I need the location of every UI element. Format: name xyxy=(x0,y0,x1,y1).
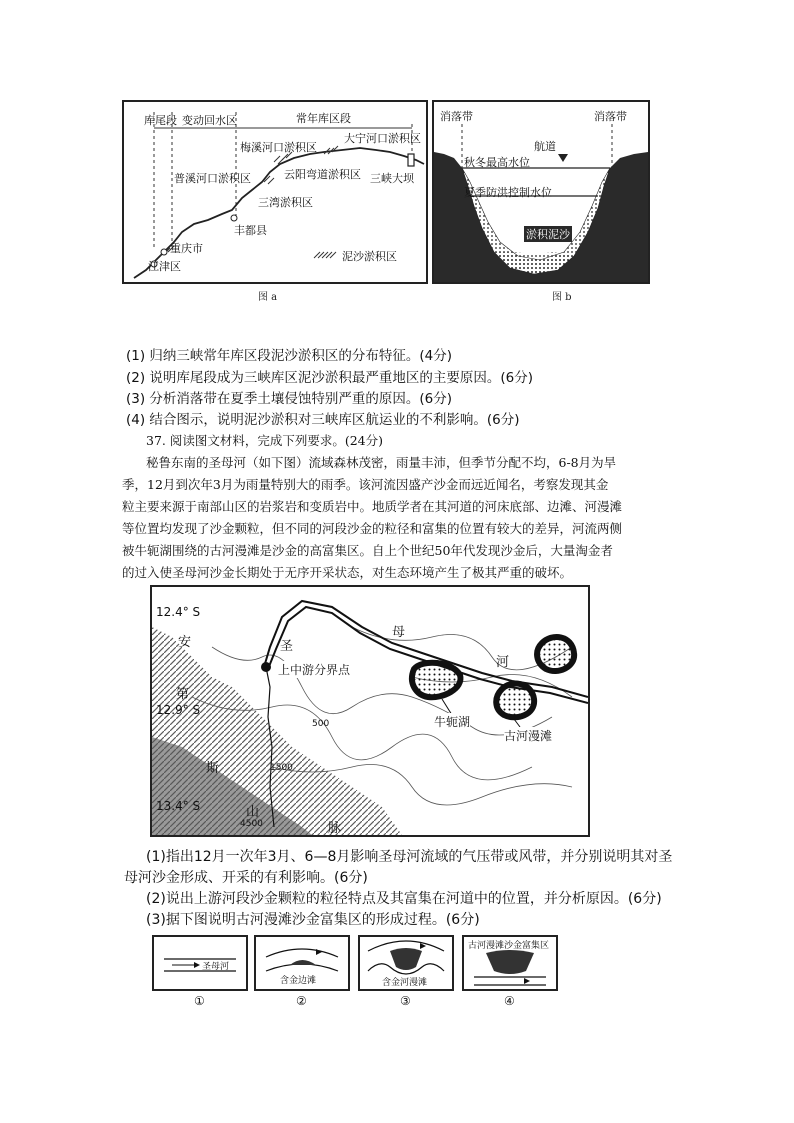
legend-sediment: 泥沙淤积区 xyxy=(342,250,397,263)
step-number-4: ④ xyxy=(504,994,515,1008)
step-label-2: 含金边滩 xyxy=(280,976,317,986)
figure-a-caption: 图 a xyxy=(258,292,278,303)
step-label-4: 古河漫滩沙金富集区 xyxy=(468,941,550,951)
map-label-mai: 脉 xyxy=(328,821,342,836)
q37-para-line-4: 等位置均发现了沙金颗粒，但不同的河段沙金的粒径和富集的位置有较大的差异，河流两侧 xyxy=(122,521,623,536)
map-label-an: 安 xyxy=(178,635,192,650)
question-36-3: (3) 分析消落带在夏季土壤侵蚀特别严重的原因。(6分) xyxy=(126,391,453,407)
map-contour-1500: 1500 xyxy=(270,763,293,773)
label-changnian: 常年库区段 xyxy=(296,112,351,125)
step-label-3: 含金河漫滩 xyxy=(382,975,427,988)
label-daning: 大宁河口淤积区 xyxy=(344,132,421,145)
map-lat-1: 12.4° S xyxy=(156,605,201,619)
label-jiangjin: 江津区 xyxy=(148,260,181,273)
map-label-sheng: 圣 xyxy=(280,639,294,654)
q37-para-line-1: 秘鲁东南的圣母河（如下图）流域森林茂密，雨量丰沛，但季节分配不均，6-8月为旱 xyxy=(146,455,617,470)
question-37-2: (2)说出上游河段沙金颗粒的粒径特点及其富集在河道中的位置，并分析原因。(6分) xyxy=(146,891,662,907)
question-37-title: 37. 阅读图文材料，完成下列要求。(24分) xyxy=(146,433,384,448)
map-lat-3: 13.4° S xyxy=(156,799,201,813)
label-biandong: 变动回水区 xyxy=(182,114,237,127)
map-contour-4500: 4500 xyxy=(240,819,263,829)
river-map-svg xyxy=(152,587,588,835)
label-xiaoluo-right: 消落带 xyxy=(594,110,627,123)
step-box-1 xyxy=(152,935,248,991)
step-box-3 xyxy=(358,935,454,991)
step-box-2 xyxy=(254,935,350,991)
map-label-shan: 山 xyxy=(246,805,260,820)
label-fengdu: 丰都县 xyxy=(234,224,267,237)
figure-b xyxy=(432,100,650,284)
label-hangdao: 航道 xyxy=(534,140,556,153)
step-label-1: 圣母河 xyxy=(202,962,230,972)
map-boundary-point: 上中游分界点 xyxy=(278,663,351,677)
river-map xyxy=(150,585,590,837)
label-puxi: 普溪河口淤积区 xyxy=(174,172,251,185)
step-box-4 xyxy=(462,935,558,991)
label-sanzhou: 三湾淤积区 xyxy=(258,196,313,209)
question-37-1a: (1)指出12月一次年3月、6—8月影响圣母河流域的气压带或风带，并分别说明其对圣 xyxy=(146,849,673,865)
map-label-guhe: 古河漫滩 xyxy=(504,729,553,743)
question-37-3: (3)据下图说明古河漫滩沙金富集区的形成过程。(6分) xyxy=(146,912,480,928)
label-yunyang: 云阳弯道淤积区 xyxy=(284,168,361,181)
question-36-4: (4) 结合图示，说明泥沙淤积对三峡库区航运业的不利影响。(6分) xyxy=(126,412,520,428)
map-label-niuehu: 牛轭湖 xyxy=(434,715,471,729)
figure-a xyxy=(122,100,428,284)
label-chongqing: 重庆市 xyxy=(170,242,203,255)
map-contour-500: 500 xyxy=(312,719,330,729)
step-number-1: ① xyxy=(194,994,205,1008)
label-xiaoluo-left: 消落带 xyxy=(440,110,473,123)
label-xiaji: 夏季防洪控制水位 xyxy=(464,186,552,199)
q37-para-line-6: 的过入使圣母河沙金长期处于无序开采状态，对生态环境产生了极其严重的破坏。 xyxy=(122,565,573,580)
map-label-mu: 母 xyxy=(392,625,406,640)
question-36-1: (1) 归纳三峡常年库区段泥沙淤积区的分布特征。(4分) xyxy=(126,348,453,364)
question-37-1b: 母河沙金形成、开采的有利影响。(6分) xyxy=(124,870,368,886)
step-number-2: ② xyxy=(296,994,307,1008)
label-qiudong: 秋冬最高水位 xyxy=(464,156,530,169)
step-number-3: ③ xyxy=(400,994,411,1008)
map-label-he: 河 xyxy=(496,655,510,670)
q37-para-line-2: 季，12月到次年3月为雨量特别大的雨季。该河流因盛产沙金而远近闻名，考察发现其金 xyxy=(122,477,609,492)
label-sanxia: 三峡大坝 xyxy=(370,172,414,185)
label-kuwei: 库尾段 xyxy=(144,114,177,127)
map-lat-2: 12.9° S xyxy=(156,703,201,717)
label-meixi: 梅溪河口淤积区 xyxy=(240,141,317,154)
map-label-di: 第 xyxy=(176,687,190,702)
q37-para-line-5: 被牛轭湖围绕的古河漫滩是沙金的高富集区。自上个世纪50年代发现沙金后，大量淘金者 xyxy=(122,543,613,558)
q37-para-line-3: 粒主要来源于南部山区的岩浆岩和变质岩中。地质学者在其河道的河床底部、边滩、河漫滩 xyxy=(122,499,623,514)
figure-b-caption: 图 b xyxy=(552,292,572,303)
question-36-2: (2) 说明库尾段成为三峡库区泥沙淤积最严重地区的主要原因。(6分) xyxy=(126,370,534,386)
label-yuji: 淤积泥沙 xyxy=(526,228,570,241)
map-label-si: 斯 xyxy=(206,761,220,776)
